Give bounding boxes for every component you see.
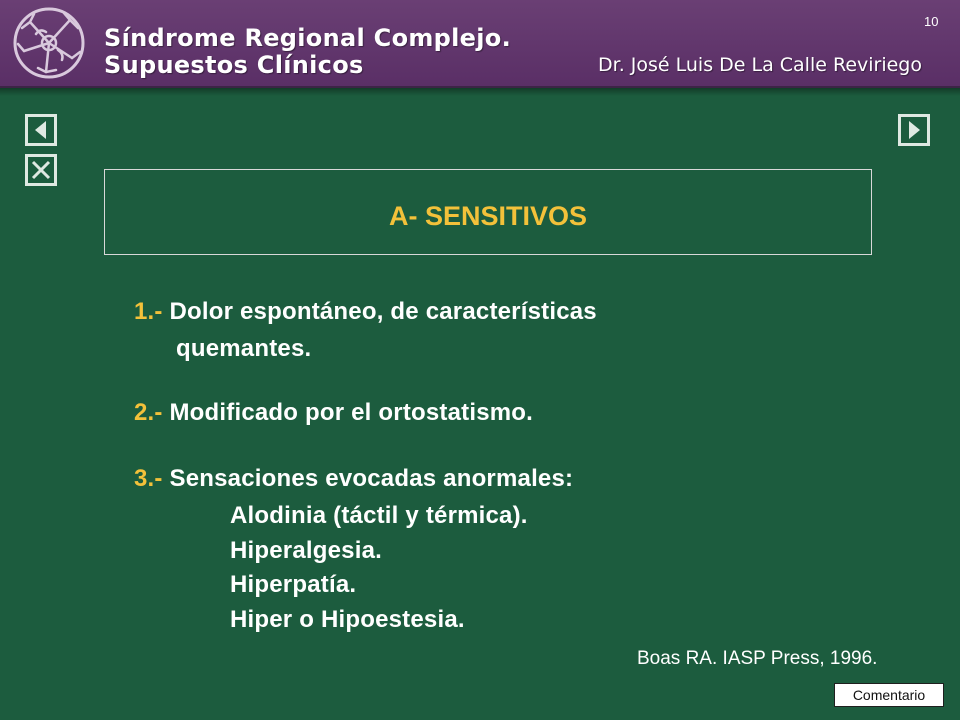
subitem: Hiperalgesia. [230, 537, 383, 564]
slide-title-line1: Síndrome Regional Complejo. [104, 24, 511, 52]
next-slide-button[interactable] [898, 114, 930, 146]
close-slide-button[interactable] [25, 154, 57, 186]
page-number: 10 [924, 14, 939, 29]
list-item-2 [134, 399, 533, 427]
list-item-1-continuation: quemantes. [176, 335, 312, 362]
slide-title-line2: Supuestos Clínicos [104, 51, 364, 79]
close-icon [33, 162, 49, 178]
header-band [0, 0, 960, 88]
section-heading: A- SENSITIVOS [388, 201, 588, 231]
list-item-3 [134, 465, 573, 493]
neuron-logo-icon [10, 6, 88, 80]
subitem: Alodinia (táctil y térmica). [230, 502, 528, 529]
previous-slide-button[interactable] [25, 114, 57, 146]
subitem: Hiperpatía. [230, 571, 357, 598]
reference-citation: Boas RA. IASP Press, 1996. [637, 648, 878, 669]
list-item-1 [134, 298, 597, 326]
item-number: 3.- [134, 465, 163, 492]
header-shadow [0, 88, 960, 96]
triangle-left-icon [35, 121, 46, 139]
item-text: Sensaciones evocadas anormales: [169, 465, 574, 492]
item-text: Modificado por el ortostatismo. [169, 399, 534, 426]
item-text: Dolor espontáneo, de características [169, 298, 597, 325]
author-name: Dr. José Luis De La Calle Reviriego [598, 54, 922, 76]
subitem: Hiper o Hipoestesia. [230, 606, 465, 633]
section-heading-box [104, 169, 872, 255]
item-number: 2.- [134, 399, 163, 426]
comment-button[interactable]: Comentario [834, 683, 944, 707]
item-number: 1.- [134, 298, 163, 325]
triangle-right-icon [909, 121, 920, 139]
